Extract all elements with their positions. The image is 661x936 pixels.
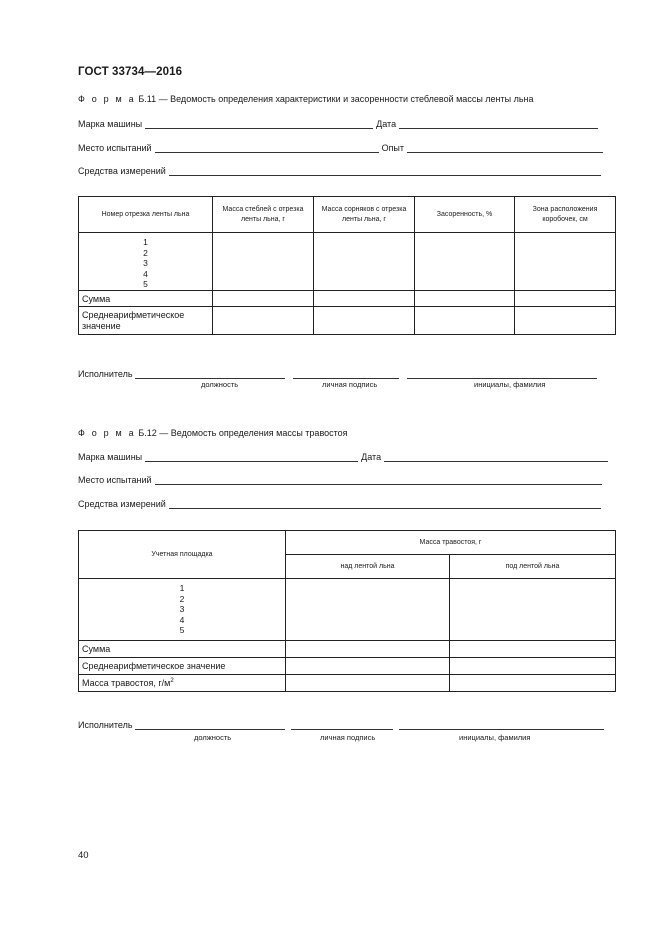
instruments-row-2 xyxy=(78,499,601,509)
date-label: Дата xyxy=(361,452,382,462)
machine-field[interactable] xyxy=(145,119,373,129)
header-segment-number: Номер отрезка ленты льна xyxy=(79,197,213,233)
place-experiment-row xyxy=(78,143,603,153)
table-cell[interactable] xyxy=(415,233,515,291)
table-cell[interactable] xyxy=(515,307,616,335)
place-label: Место испытаний xyxy=(78,143,152,153)
segment-number: 3 xyxy=(143,258,148,269)
position-caption: должность xyxy=(194,733,232,742)
form-b11-title xyxy=(78,94,534,104)
position-caption: должность xyxy=(201,380,239,389)
form-b11-table xyxy=(78,196,616,335)
row-label-average-line2: значение xyxy=(82,320,121,331)
row-label-average: Среднеарифметическое значение xyxy=(79,658,286,675)
place-field[interactable] xyxy=(155,475,602,485)
form-b12-title xyxy=(78,428,348,438)
table-cell[interactable] xyxy=(515,291,616,307)
table-cell[interactable] xyxy=(286,675,450,692)
signature-caption: личная подпись xyxy=(322,380,378,389)
table-cell[interactable] xyxy=(213,233,314,291)
row-label-sum: Сумма xyxy=(79,641,286,658)
signature-row-2 xyxy=(78,720,604,730)
plot-number: 3 xyxy=(179,604,185,615)
table-cell[interactable] xyxy=(314,291,415,307)
instruments-label: Средства измерений xyxy=(78,166,166,176)
position-field[interactable] xyxy=(135,369,285,379)
unit-superscript: 2 xyxy=(170,678,174,684)
table-cell[interactable] xyxy=(450,641,616,658)
row-label-sum: Сумма xyxy=(79,291,213,307)
place-row-2 xyxy=(78,475,602,485)
table-cell[interactable] xyxy=(415,291,515,307)
date-field[interactable] xyxy=(399,119,598,129)
executor-label: Исполнитель xyxy=(78,720,133,730)
segment-number: 4 xyxy=(143,268,148,279)
signature-row xyxy=(78,369,597,379)
place-label: Место испытаний xyxy=(78,475,152,485)
instruments-row xyxy=(78,166,601,176)
form-title-text: Б.12 — Ведомость определения массы травостоя xyxy=(138,428,348,438)
plot-number: 1 xyxy=(179,583,185,593)
signature-field[interactable] xyxy=(293,369,399,379)
machine-field[interactable] xyxy=(145,452,358,462)
header-grass-mass: Масса травостоя, г xyxy=(286,531,616,555)
plot-number: 4 xyxy=(179,614,185,625)
place-field[interactable] xyxy=(155,143,379,153)
table-cell[interactable] xyxy=(213,291,314,307)
table-cell[interactable] xyxy=(450,579,616,641)
form-prefix: Ф о р м а xyxy=(78,94,136,104)
plot-number: 5 xyxy=(179,625,185,636)
document-code: ГОСТ 33734—2016 xyxy=(78,66,183,78)
signature-field[interactable] xyxy=(291,720,393,730)
instruments-field[interactable] xyxy=(169,166,601,176)
plot-numbers xyxy=(79,579,286,641)
table-cell[interactable] xyxy=(450,658,616,675)
table-cell[interactable] xyxy=(450,675,616,692)
name-caption: инициалы, фамилия xyxy=(459,733,531,742)
segment-number: 1 xyxy=(143,237,148,247)
form-title-text: Б.11 — Ведомость определения характеристики и засоренности стеблевой массы ленты льна xyxy=(138,94,534,104)
machine-label: Марка машины xyxy=(78,452,143,462)
header-plot: Учетная площадка xyxy=(79,531,286,579)
header-below-flax: под лентой льна xyxy=(450,555,616,579)
name-caption: инициалы, фамилия xyxy=(474,380,546,389)
table-cell[interactable] xyxy=(286,579,450,641)
header-weed-mass: Масса сорняков с отрезка ленты льна, г xyxy=(314,197,415,233)
form-prefix: Ф о р м а xyxy=(78,428,136,438)
name-field[interactable] xyxy=(407,369,597,379)
segment-number: 5 xyxy=(143,279,148,290)
date-field[interactable] xyxy=(384,452,608,462)
header-stem-mass: Масса стеблей с отрезка ленты льна, г xyxy=(213,197,314,233)
experiment-field[interactable] xyxy=(407,143,603,153)
name-field[interactable] xyxy=(399,720,604,730)
segment-number: 2 xyxy=(143,247,148,258)
header-weediness: Засоренность, % xyxy=(415,197,515,233)
header-boll-zone: Зона расположения коробочек, см xyxy=(515,197,616,233)
experiment-label: Опыт xyxy=(381,143,405,153)
table-cell[interactable] xyxy=(286,641,450,658)
table-cell[interactable] xyxy=(314,307,415,335)
table-cell[interactable] xyxy=(515,233,616,291)
page-number: 40 xyxy=(78,850,89,861)
row-label-grass-mass-text: Масса травостоя, г/м xyxy=(82,678,171,688)
row-label-average xyxy=(79,307,213,335)
table-cell[interactable] xyxy=(415,307,515,335)
table-cell[interactable] xyxy=(286,658,450,675)
machine-label: Марка машины xyxy=(78,119,143,129)
instruments-field[interactable] xyxy=(169,499,601,509)
date-label: Дата xyxy=(376,119,397,129)
plot-number: 2 xyxy=(179,593,185,604)
executor-label: Исполнитель xyxy=(78,369,133,379)
row-label-grass-mass xyxy=(79,675,286,692)
table-cell[interactable] xyxy=(213,307,314,335)
row-label-average-line1: Среднеарифметическое xyxy=(82,309,185,320)
position-field[interactable] xyxy=(135,720,285,730)
segment-numbers xyxy=(79,233,213,291)
instruments-label: Средства измерений xyxy=(78,499,166,509)
table-cell[interactable] xyxy=(314,233,415,291)
signature-caption: личная подпись xyxy=(320,733,376,742)
header-above-flax: над лентой льна xyxy=(286,555,450,579)
machine-date-row-2 xyxy=(78,452,608,462)
form-b12-table xyxy=(78,530,616,692)
machine-date-row xyxy=(78,119,598,129)
